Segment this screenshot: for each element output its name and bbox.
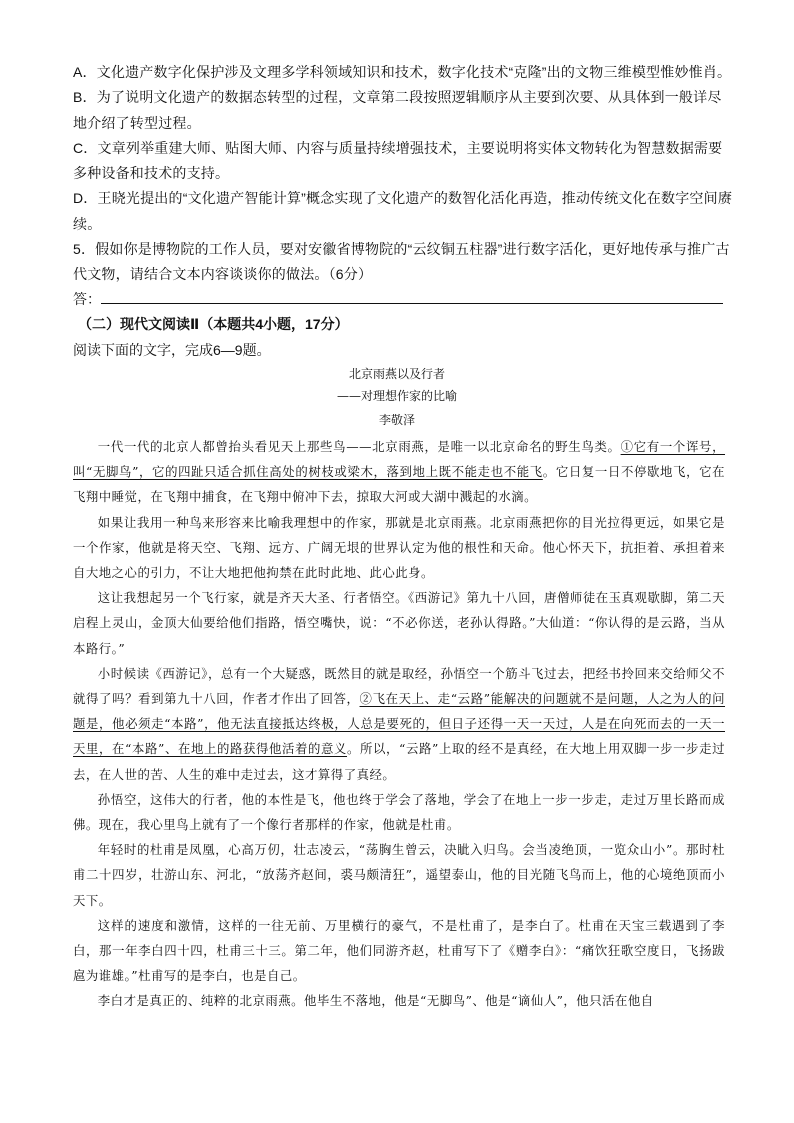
option-b: B．为了说明文化遗产的数据态转型的过程，文章第二段按照逻辑顺序从主要到次要、从具体到一般详尽地介绍了转型过程。 bbox=[73, 89, 722, 131]
article-title: 北京雨燕以及行者 bbox=[348, 367, 445, 381]
paragraph-8: 李白才是真正的、纯粹的北京雨燕。他毕生不落地，他是“无脚鸟”、他是“谪仙人”，他只活在他自 bbox=[97, 993, 654, 1009]
answer-area[interactable] bbox=[73, 289, 723, 309]
question-5: 5．假如你是博物院的工作人员，要对安徽省博物院的“云纹铜五柱器”进行数字活化，更好地传承与推广古代文物，请结合文本内容谈谈你的做法。（6分） bbox=[73, 241, 730, 283]
answer-options bbox=[73, 60, 733, 288]
paragraph-7: 这样的速度和激情，这样的一往无前、万里横行的豪气，不是杜甫了，是李白了。杜甫在天宝三载遇到了李白，那一年李白四十四，杜甫三十三。第二年，他们同游齐赵，杜甫写下了《赠李白》：“痛饮狂歌空度日，飞扬跋扈为谁雄。”杜甫写的是李白，也是自己。 bbox=[73, 917, 725, 984]
reading-instruction: 阅读下面的文字，完成6—9题。 bbox=[73, 342, 271, 358]
option-d: D．王晓光提出的“文化遗产智能计算”概念实现了文化遗产的数智化活化再造，推动传统文化在数字空间赓续。 bbox=[73, 190, 733, 232]
paragraph-1 bbox=[73, 434, 725, 510]
paragraph-4 bbox=[73, 661, 725, 787]
article-body bbox=[73, 434, 725, 1014]
paragraph-3: 这让我想起另一个飞行家，就是齐天大圣、行者悟空。《西游记》第九十八回，唐僧师徒在玉真观歇脚，第二天启程上灵山，金顶大仙要给他们指路，悟空嘴快，说：“不必你送，老孙认得路。”大仙道：“你认得的是云路，当从本路行。” bbox=[73, 590, 725, 656]
paragraph-1-end: 。它日复一日不停歇地飞，它在飞翔中睡觉，在飞翔中捕食，在飞翔中俯冲下去，掠取大河或大湖中溅起的水滴。 bbox=[73, 464, 726, 505]
paragraph-5: 孙悟空，这伟大的行者，他的本性是飞，他也终于学会了落地，学会了在地上一步一步走，走过万里长路而成佛。现在，我心里鸟上就有了一个像行者那样的作家，他就是杜甫。 bbox=[73, 791, 725, 833]
paragraph-2: 如果让我用一种鸟来形容来比喻我理想中的作家，那就是北京雨燕。北京雨燕把你的目光拉得更远，如果它是一个作家，他就是将天空、飞翔、远方、广阔无垠的世界认定为他的根性和天命。他心怀天下，抗拒着、承担着来自大地之心的引力，不让大地把他拘禁在此时此地、此心此身。 bbox=[73, 514, 725, 581]
answer-rule bbox=[101, 303, 723, 304]
section-heading: （二）现代文阅读Ⅱ（本题共4小题，17分） bbox=[78, 316, 349, 332]
paragraph-1-start: 一代一代的北京人都曾抬头看见天上那些鸟——北京雨燕，是唯一以北京命名的野生鸟类。 bbox=[97, 439, 621, 454]
answer-label: 答： bbox=[73, 291, 101, 307]
option-c: C．文章列举重建大师、贴图大师、内容与质量持续增强技术，主要说明将实体文物转化为智慧数据需要多种设备和技术的支持。 bbox=[73, 139, 723, 182]
option-a: A．文化遗产数字化保护涉及文理多学科领域知识和技术，数字化技术“克隆”出的文物三维模型惟妙惟肖。 bbox=[73, 64, 732, 80]
underlined-sentence-1: ①它有一个诨号，叫“无脚鸟”，它的四趾只适合抓住高处的树枝或梁木，落到地上既不能走也不能飞 bbox=[73, 439, 726, 480]
paragraph-6: 年轻时的杜甫是凤凰，心高万仞，壮志凌云，“荡胸生曾云，决眦入归鸟。会当凌绝顶，一览众山小”。那时杜甫二十四岁，壮游山东、河北，“放荡齐赵间，裘马颇清狂”，遥望泰山，他的目光随飞鸟而上，他的心境绝顶而小天下。 bbox=[73, 842, 725, 908]
underlined-sentence-2: ②飞在天上、走“云路”能解决的问题就不是问题，人之为人的问题是，他必须走“本路”，他无法直接抵达终极，人总是要死的，但日子还得一天一天过，人是在向死而去的一天一天里，在“本路”、在地上的路获得他活着的意义 bbox=[73, 691, 726, 757]
article-author: 李敬泽 bbox=[378, 413, 415, 427]
article-subtitle: ——对理想作家的比喻 bbox=[336, 389, 457, 403]
paragraph-4-end: 。所以，“云路”上取的经不是真经，在大地上用双脚一步一步走过去，在人世的苦、人生的难中走过去，这才算得了真经。 bbox=[73, 741, 725, 782]
paragraph-4-start: 小时候读《西游记》，总有一个大疑惑，既然目的就是取经，孙悟空一个筋斗飞过去，把经书拎回来交给师父不就得了吗？看到第九十八回，作者才作出了回答， bbox=[73, 665, 725, 707]
